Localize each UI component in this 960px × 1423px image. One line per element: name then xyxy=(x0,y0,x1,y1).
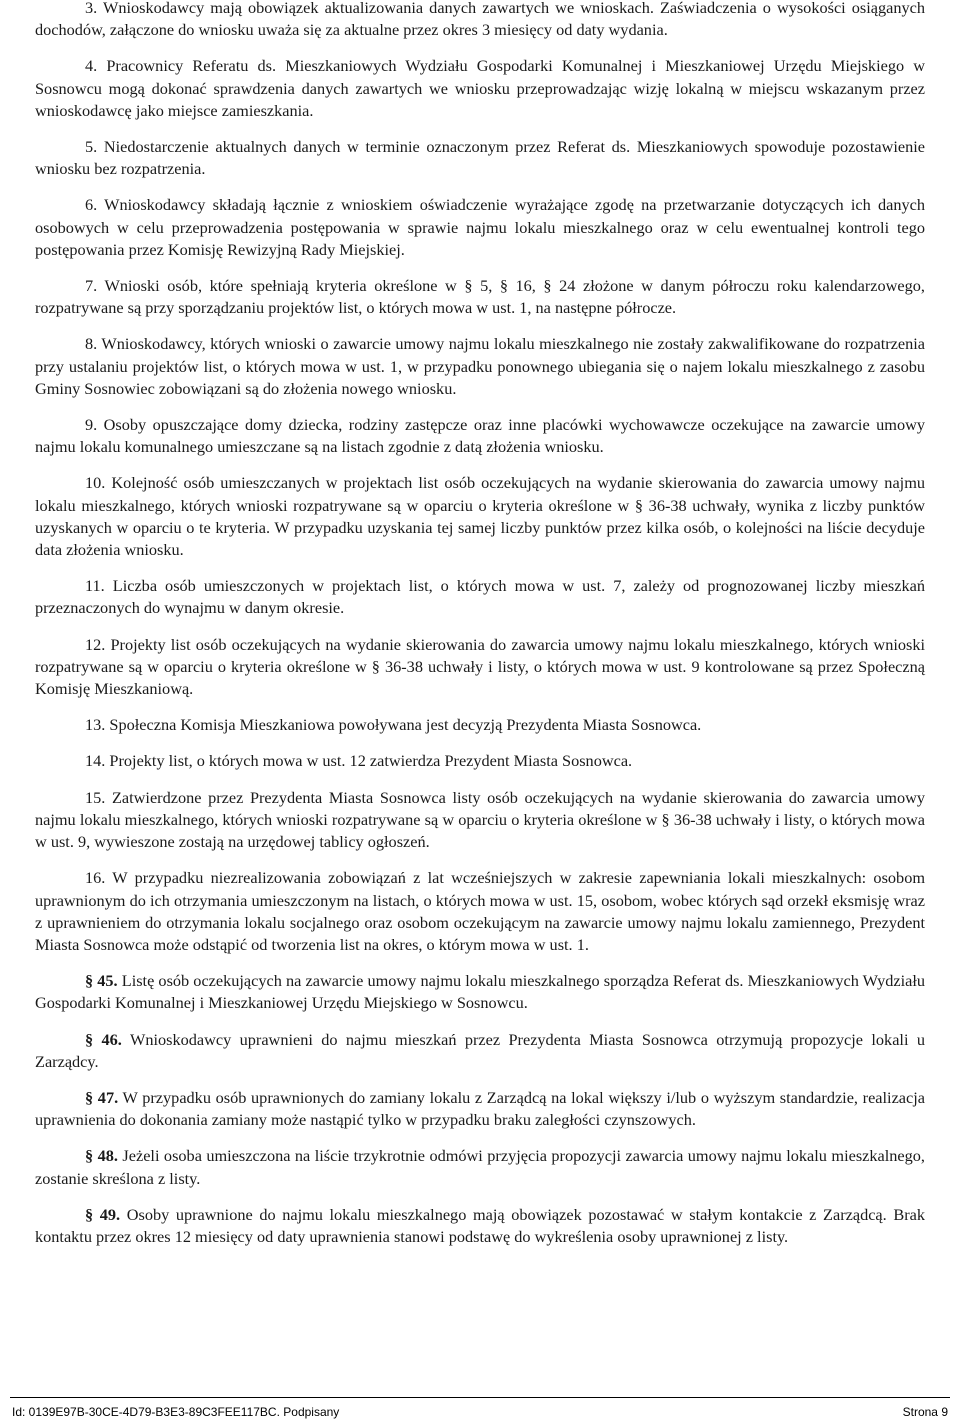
section-45 xyxy=(35,970,925,1014)
paragraph-8: 8. Wnioskodawcy, których wnioski o zawarcie umowy najmu lokalu mieszkalnego nie zostały zakwalifikowane do rozpatrzenia przy ustalaniu projektów list, o których mowa w ust. 1, w przypadku ponownego ubiegania się o najem lokalu mieszkalnego z zasobu Gminy Sosnowiec zobowiązani są do złożenia nowego wniosku. xyxy=(35,334,925,398)
page-footer xyxy=(12,1405,948,1419)
paragraph-11: 11. Liczba osób umieszczonych w projektach list, o których mowa w ust. 7, zależy od prognozowanej liczby mieszkań przeznaczonych do wynajmu w danym okresie. xyxy=(35,576,925,618)
document-id: Id: 0139E97B-30CE-4D79-B3E3-89C3FEE117BC. Podpisany xyxy=(12,1405,340,1419)
paragraph-3: 3. Wnioskodawcy mają obowiązek aktualizowania danych zawartych we wnioskach. Zaświadczenia o wysokości osiąganych dochodów, załączone do wniosku uważa się za aktualne przez okres 3 miesięcy od daty wydania. xyxy=(35,0,925,40)
section-47-text: W przypadku osób uprawnionych do zamiany lokalu z Zarządcą na lokal większy i/lub o wyższym standardzie, realizacja uprawnienia do dokonania zamiany może nastąpić tylko w przypadku braku zaległości czynszowych. xyxy=(35,1087,926,1130)
section-46 xyxy=(35,1029,925,1073)
section-49-text: Osoby uprawnione do najmu lokalu mieszkalnego mają obowiązek pozostawać w stałym kontakcie z Zarządcą. Brak kontaktu przez okres 12 miesięcy od daty uprawnienia stanowi podstawę do wykreślenia osoby uprawnionej z listy. xyxy=(35,1204,925,1246)
paragraph-7: 7. Wnioski osób, które spełniają kryteria określone w § 5, § 16, § 24 złożone w danym półroczu roku kalendarzowego, rozpatrywane są przy sporządzaniu projektów list, o których mowa w ust. 1, na następne półrocze. xyxy=(35,276,925,318)
section-45-text: Listę osób oczekujących na zawarcie umowy najmu lokalu mieszkalnego sporządza Referat ds. Mieszkaniowych Wydziału Gospodarki Komunalnej i Mieszkaniowej Urzędu Miejskiego w Sosnowcu. xyxy=(35,971,925,1013)
paragraph-16: 16. W przypadku niezrealizowania zobowiązań z lat wcześniejszych w zakresie zapewniania lokali mieszkalnych: osobom uprawnionym do ich otrzymania umieszczonym na listach, o których mowa w ust. 15, osobom, wobec których sąd orzekł eksmisję wraz z uprawnieniem do otrzymania lokalu socjalnego oraz osobom oczekującym na zawarcie umowy najmu lokalu zamiennego, Prezydent Miasta Sosnowca może odstąpić od tworzenia list na okres, o którym mowa w ust. 1. xyxy=(35,868,925,954)
paragraph-4: 4. Pracownicy Referatu ds. Mieszkaniowych Wydziału Gospodarki Komunalnej i Mieszkaniowej Urzędu Miejskiego w Sosnowcu mogą dokonać sprawdzenia danych zawartych we wniosku przeprowadzając wizję lokalną w miejscu wskazanym przez wnioskodawcę jako miejsce zamieszkania. xyxy=(35,56,925,120)
paragraph-9: 9. Osoby opuszczające domy dziecka, rodziny zastępcze oraz inne placówki wychowawcze oczekujące na zawarcie umowy najmu lokalu komunalnego umieszczane są na listach zgodnie z datą złożenia wniosku. xyxy=(35,415,925,457)
paragraph-15: 15. Zatwierdzone przez Prezydenta Miasta Sosnowca listy osób oczekujących na wydanie skierowania do zawarcia umowy najmu lokalu mieszkalnego, których wnioski rozpatrywane są w oparciu o kryteria określone w § 36-38 uchwały i listy, o których mowa w ust. 9, wywieszone zostają na urzędowej tablicy ogłoszeń. xyxy=(35,787,925,852)
section-48 xyxy=(35,1145,925,1189)
section-46-label: § 46. xyxy=(85,1029,122,1049)
paragraph-6: 6. Wnioskodawcy składają łącznie z wnioskiem oświadczenie wyrażające zgodę na przetwarzanie dotyczących ich danych osobowych w celu przeprowadzenia postępowania w sprawie najmu lokalu mieszkalnego oraz w celu ewentualnej kontroli tego postępowania przez Komisję Rewizyjną Rady Miejskiej. xyxy=(35,195,925,259)
section-list xyxy=(35,970,925,1248)
section-46-text: Wnioskodawcy uprawnieni do najmu mieszkań przez Prezydenta Miasta Sosnowca otrzymują propozycje lokali u Zarządcy. xyxy=(35,1029,925,1071)
paragraph-5: 5. Niedostarczenie aktualnych danych w terminie oznaczonym przez Referat ds. Mieszkaniowych spowoduje pozostawienie wniosku bez rozpatrzenia. xyxy=(35,137,925,179)
section-49 xyxy=(35,1204,925,1248)
document-page xyxy=(35,0,925,1262)
paragraph-10: 10. Kolejność osób umieszczanych w projektach list osób oczekujących na wydanie skierowania do zawarcia umowy najmu lokalu mieszkalnego, których wnioski rozpatrywane są w oparciu o kryteria określone w § 36-38 uchwały, wynika z liczby punktów uzyskanych w oparciu o te kryteria. W przypadku uzyskania tej samej liczby punktów przez kilka osób, o kolejności na liście decyduje data złożenia wniosku. xyxy=(35,473,925,560)
section-47-label: § 47. xyxy=(85,1087,119,1107)
paragraph-14: 14. Projekty list, o których mowa w ust. 12 zatwierdza Prezydent Miasta Sosnowca. xyxy=(85,751,633,771)
footer-divider xyxy=(10,1397,950,1398)
section-47 xyxy=(35,1087,925,1131)
section-49-label: § 49. xyxy=(85,1204,121,1224)
section-45-label: § 45. xyxy=(85,971,118,991)
section-48-label: § 48. xyxy=(85,1146,118,1166)
paragraph-13: 13. Społeczna Komisja Mieszkaniowa powoływana jest decyzją Prezydenta Miasta Sosnowca. xyxy=(85,715,702,735)
section-48-text: Jeżeli osoba umieszczona na liście trzykrotnie odmówi przyjęcia propozycji zawarcia umowy najmu lokalu mieszkalnego, zostanie skreślona z listy. xyxy=(35,1146,925,1188)
paragraph-12: 12. Projekty list osób oczekujących na wydanie skierowania do zawarcia umowy najmu lokalu mieszkalnego, których wnioski rozpatrywane są w oparciu o kryteria określone w § 36-38 uchwały i listy, o których mowa w ust. 9 kontrolowane są przez Społeczną Komisję Mieszkaniową. xyxy=(35,634,925,699)
paragraph-list xyxy=(35,0,925,956)
page-number: Strona 9 xyxy=(902,1405,948,1419)
